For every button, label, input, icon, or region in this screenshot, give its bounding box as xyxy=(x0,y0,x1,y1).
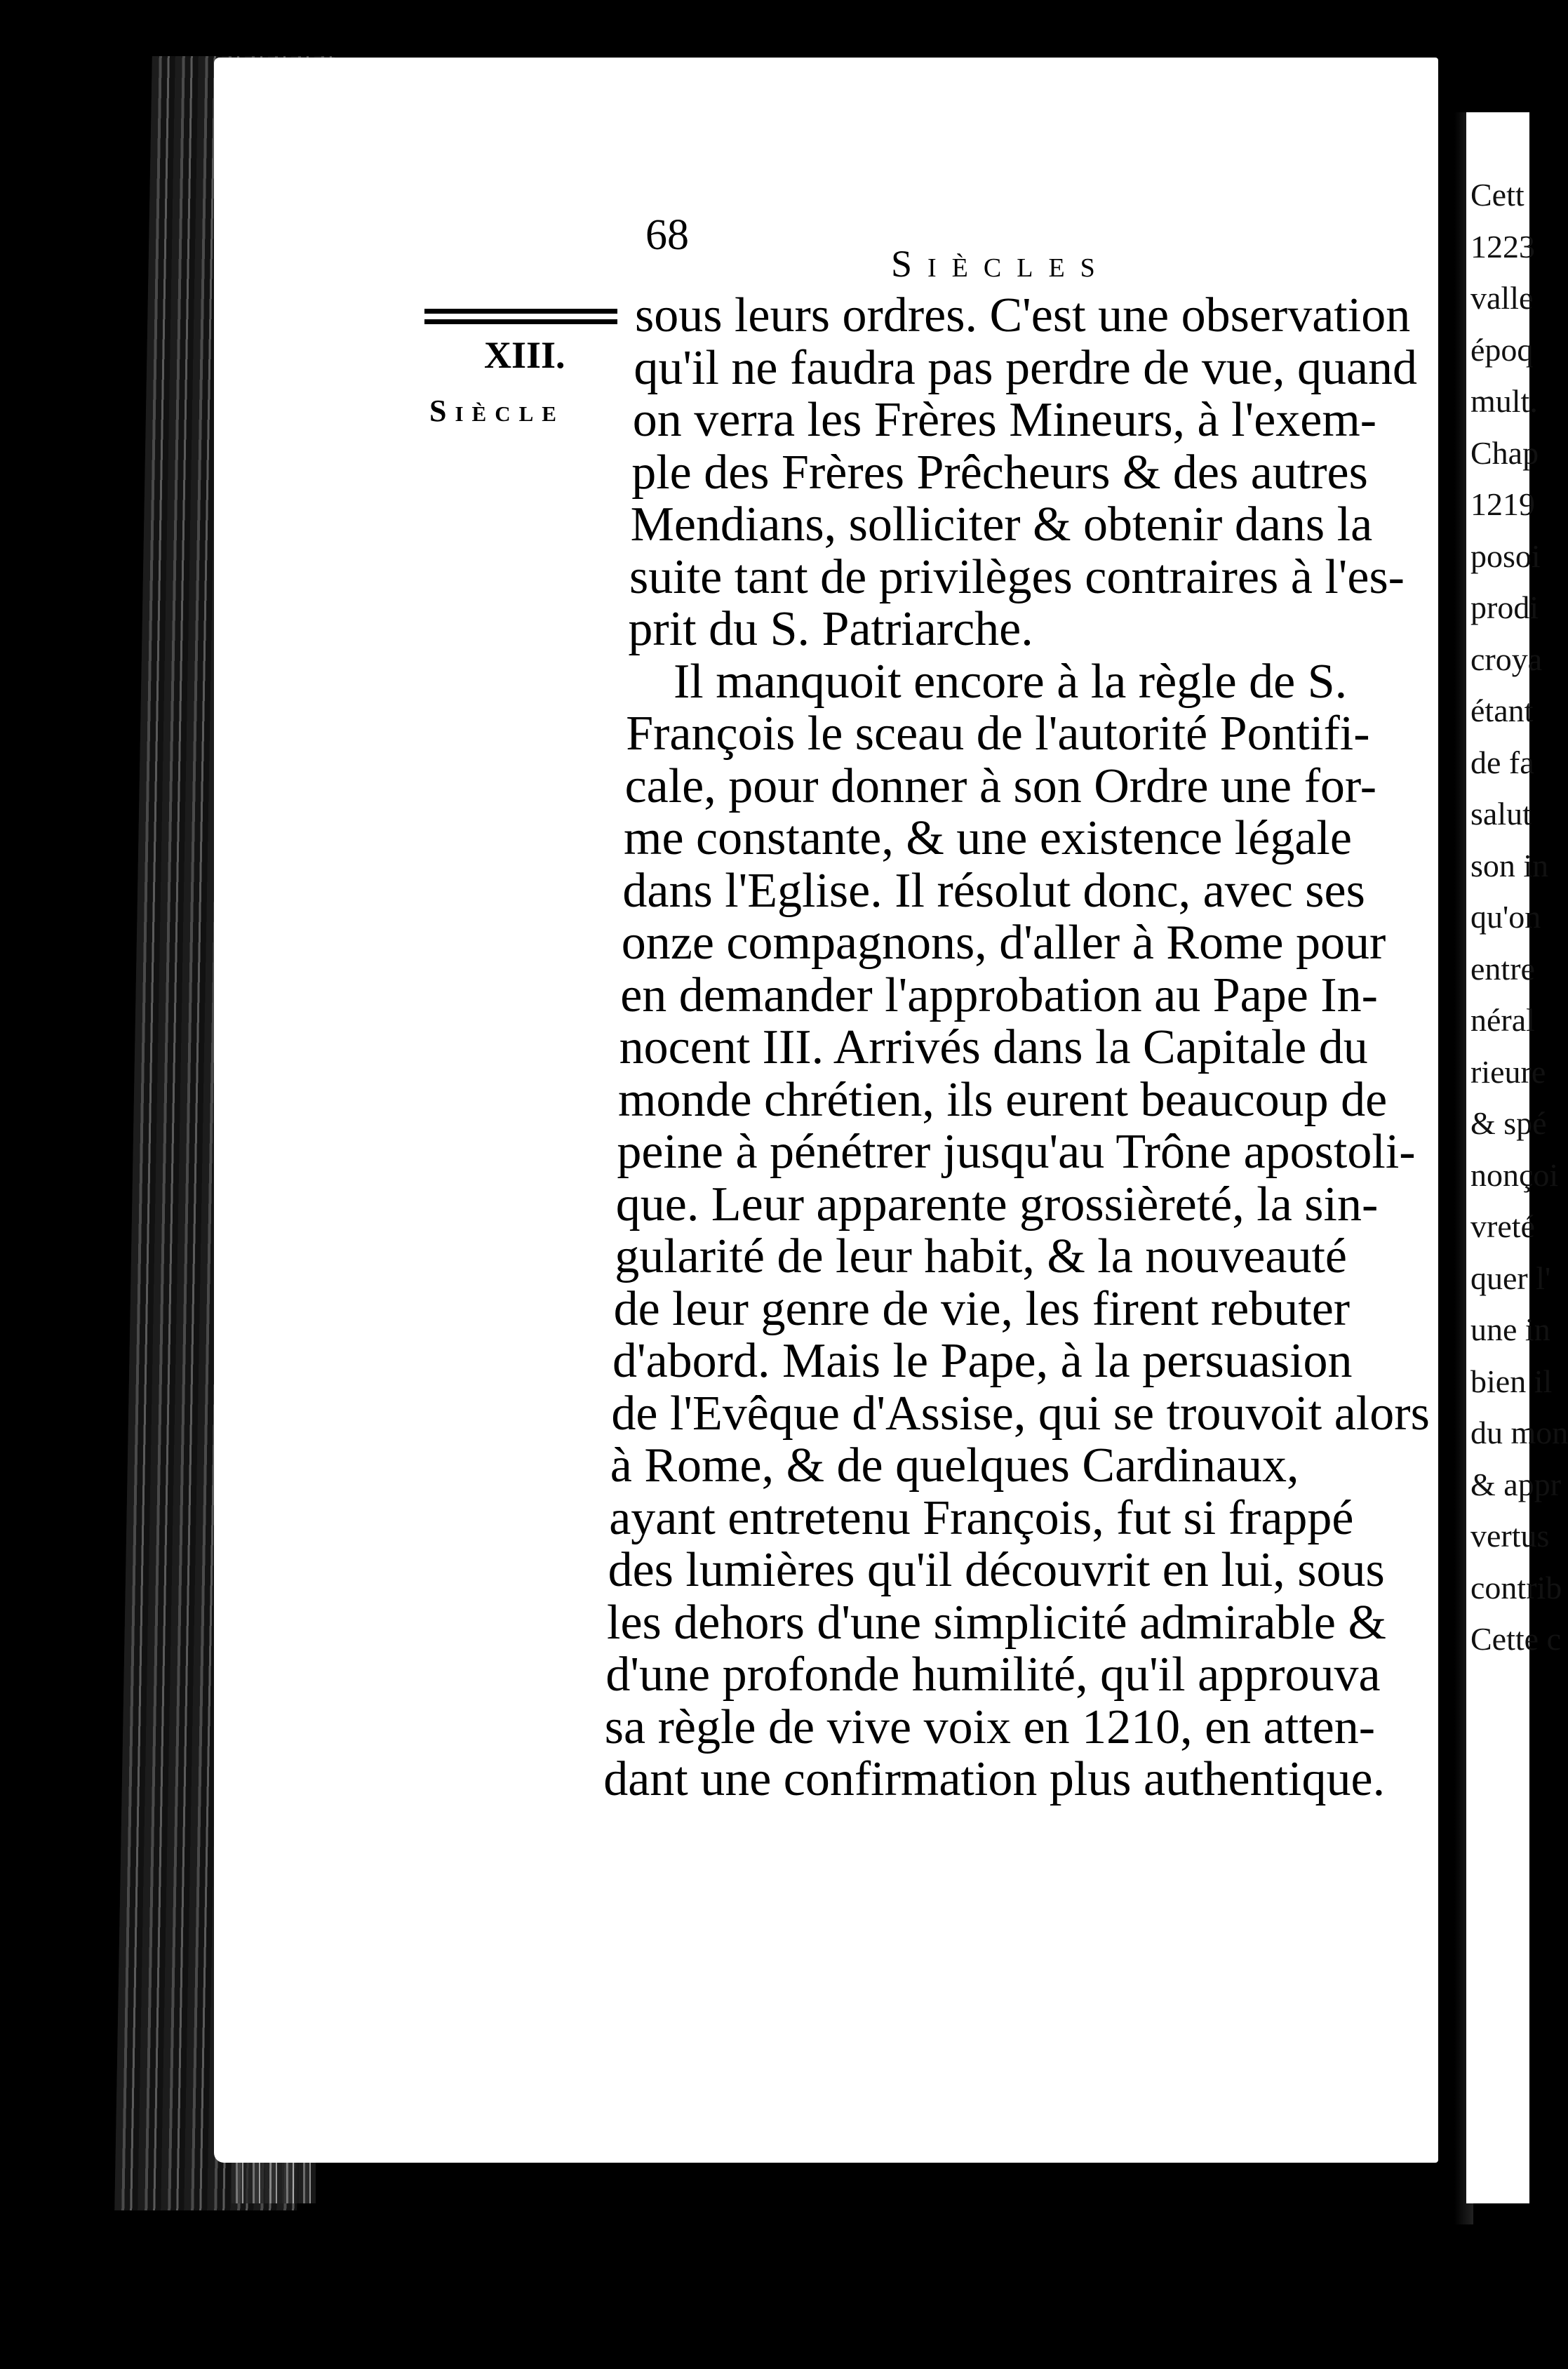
facing-page-line: vertus xyxy=(1470,1518,1550,1554)
facing-page-line: Chap xyxy=(1470,434,1539,471)
facing-page-line: croya xyxy=(1470,641,1543,677)
facing-page-line: entre xyxy=(1470,950,1535,987)
text-line: gularité de leur habit, & la nouveauté xyxy=(615,1229,1347,1283)
page-number: 68 xyxy=(645,211,689,259)
facing-page-line: étant xyxy=(1470,693,1534,728)
facing-page-line: bien il xyxy=(1470,1363,1553,1399)
facing-page-line: quer l' xyxy=(1470,1260,1551,1296)
facing-page-line: Cett xyxy=(1470,177,1525,213)
facing-page-line: vreté xyxy=(1470,1208,1535,1244)
text-line: Mendians, solliciter & obtenir dans la xyxy=(630,498,1373,552)
text-line: d'une profonde humilité, qu'il approuva xyxy=(605,1648,1381,1702)
facing-page-line: & spé xyxy=(1470,1105,1547,1141)
text-line: que. Leur apparente grossièreté, la sin- xyxy=(615,1177,1379,1232)
facing-page-line: néral xyxy=(1470,1002,1535,1038)
text-line: sous leurs ordres. C'est une observation xyxy=(635,288,1411,342)
facing-page-line: époq xyxy=(1470,331,1534,368)
facing-page-line: & appr xyxy=(1470,1466,1562,1502)
text-line: en demander l'approbation au Pape In- xyxy=(620,968,1378,1022)
facing-page-line: nonçoi xyxy=(1470,1156,1559,1193)
margin-note-century: XIII. xyxy=(484,334,565,376)
facing-page-line: contrib xyxy=(1470,1569,1562,1606)
margin-rule-top xyxy=(424,309,617,314)
facing-page-line: posoi xyxy=(1470,538,1541,574)
text-line: de leur genre de vie, les firent rebuter xyxy=(613,1281,1351,1336)
text-line: ayant entretenu François, fut si frappé xyxy=(609,1490,1354,1545)
facing-page-line: salut xyxy=(1470,796,1532,832)
facing-page-line: une in xyxy=(1470,1312,1550,1347)
facing-page-line: 1219 xyxy=(1470,486,1535,522)
facing-page-line: prodi xyxy=(1470,589,1539,625)
text-line: suite tant de privilèges contraires à l'es- xyxy=(629,549,1405,604)
text-line: dant une confirmation plus authentique. xyxy=(603,1752,1386,1806)
text-line: à Rome, & de quelques Cardinaux, xyxy=(610,1439,1299,1493)
text-line: sa règle de vive voix en 1210, en atten- xyxy=(604,1700,1376,1754)
text-line: onze compagnons, d'aller à Rome pour xyxy=(621,916,1386,970)
text-line: François le sceau de l'autorité Pontifi- xyxy=(626,707,1370,761)
running-head: Siècles xyxy=(891,243,1111,285)
text-line: peine à pénétrer jusqu'au Trône apostoli- xyxy=(617,1125,1416,1179)
facing-page-line: de fa xyxy=(1470,744,1534,780)
margin-rule-bottom xyxy=(424,319,617,324)
text-line: les dehors d'une simplicité admirable & xyxy=(607,1595,1386,1650)
facing-page-line: rieure xyxy=(1470,1053,1546,1090)
text-line: prit du S. Patriarche. xyxy=(628,602,1033,656)
text-line: me constante, & une existence légale xyxy=(624,811,1352,865)
text-line: monde chrétien, ils eurent beaucoup de xyxy=(618,1072,1388,1127)
text-line: ple des Frères Prêcheurs & des autres xyxy=(631,445,1368,500)
facing-page-line: mult. xyxy=(1470,383,1538,419)
text-line: des lumières qu'il découvrit en lui, sous xyxy=(608,1543,1385,1597)
facing-page-line: du mon xyxy=(1470,1415,1568,1450)
facing-page-fragment xyxy=(1466,112,1568,2203)
facing-page-line: valle xyxy=(1470,280,1534,316)
facing-page-line: qu'on xyxy=(1470,899,1541,935)
text-line: Il manquoit encore à la règle de S. xyxy=(674,654,1348,709)
text-line: on verra les Frères Mineurs, à l'exem- xyxy=(632,393,1377,447)
text-line: cale, pour donner à son Ordre une for- xyxy=(624,759,1377,813)
facing-page-line: Cette c xyxy=(1470,1621,1561,1657)
text-line: qu'il ne faudra pas perdre de vue, quand xyxy=(634,340,1418,395)
facing-page-line: 1223 xyxy=(1470,228,1535,265)
text-line: nocent III. Arrivés dans la Capitale du xyxy=(619,1020,1368,1074)
margin-note-label: Siècle xyxy=(429,394,565,428)
text-line: d'abord. Mais le Pape, à la persuasion xyxy=(612,1334,1353,1388)
text-line: de l'Evêque d'Assise, qui se trouvoit alors xyxy=(611,1386,1430,1441)
text-line: dans l'Eglise. Il résolut donc, avec ses xyxy=(622,863,1365,918)
facing-page-line: son in xyxy=(1470,847,1549,883)
